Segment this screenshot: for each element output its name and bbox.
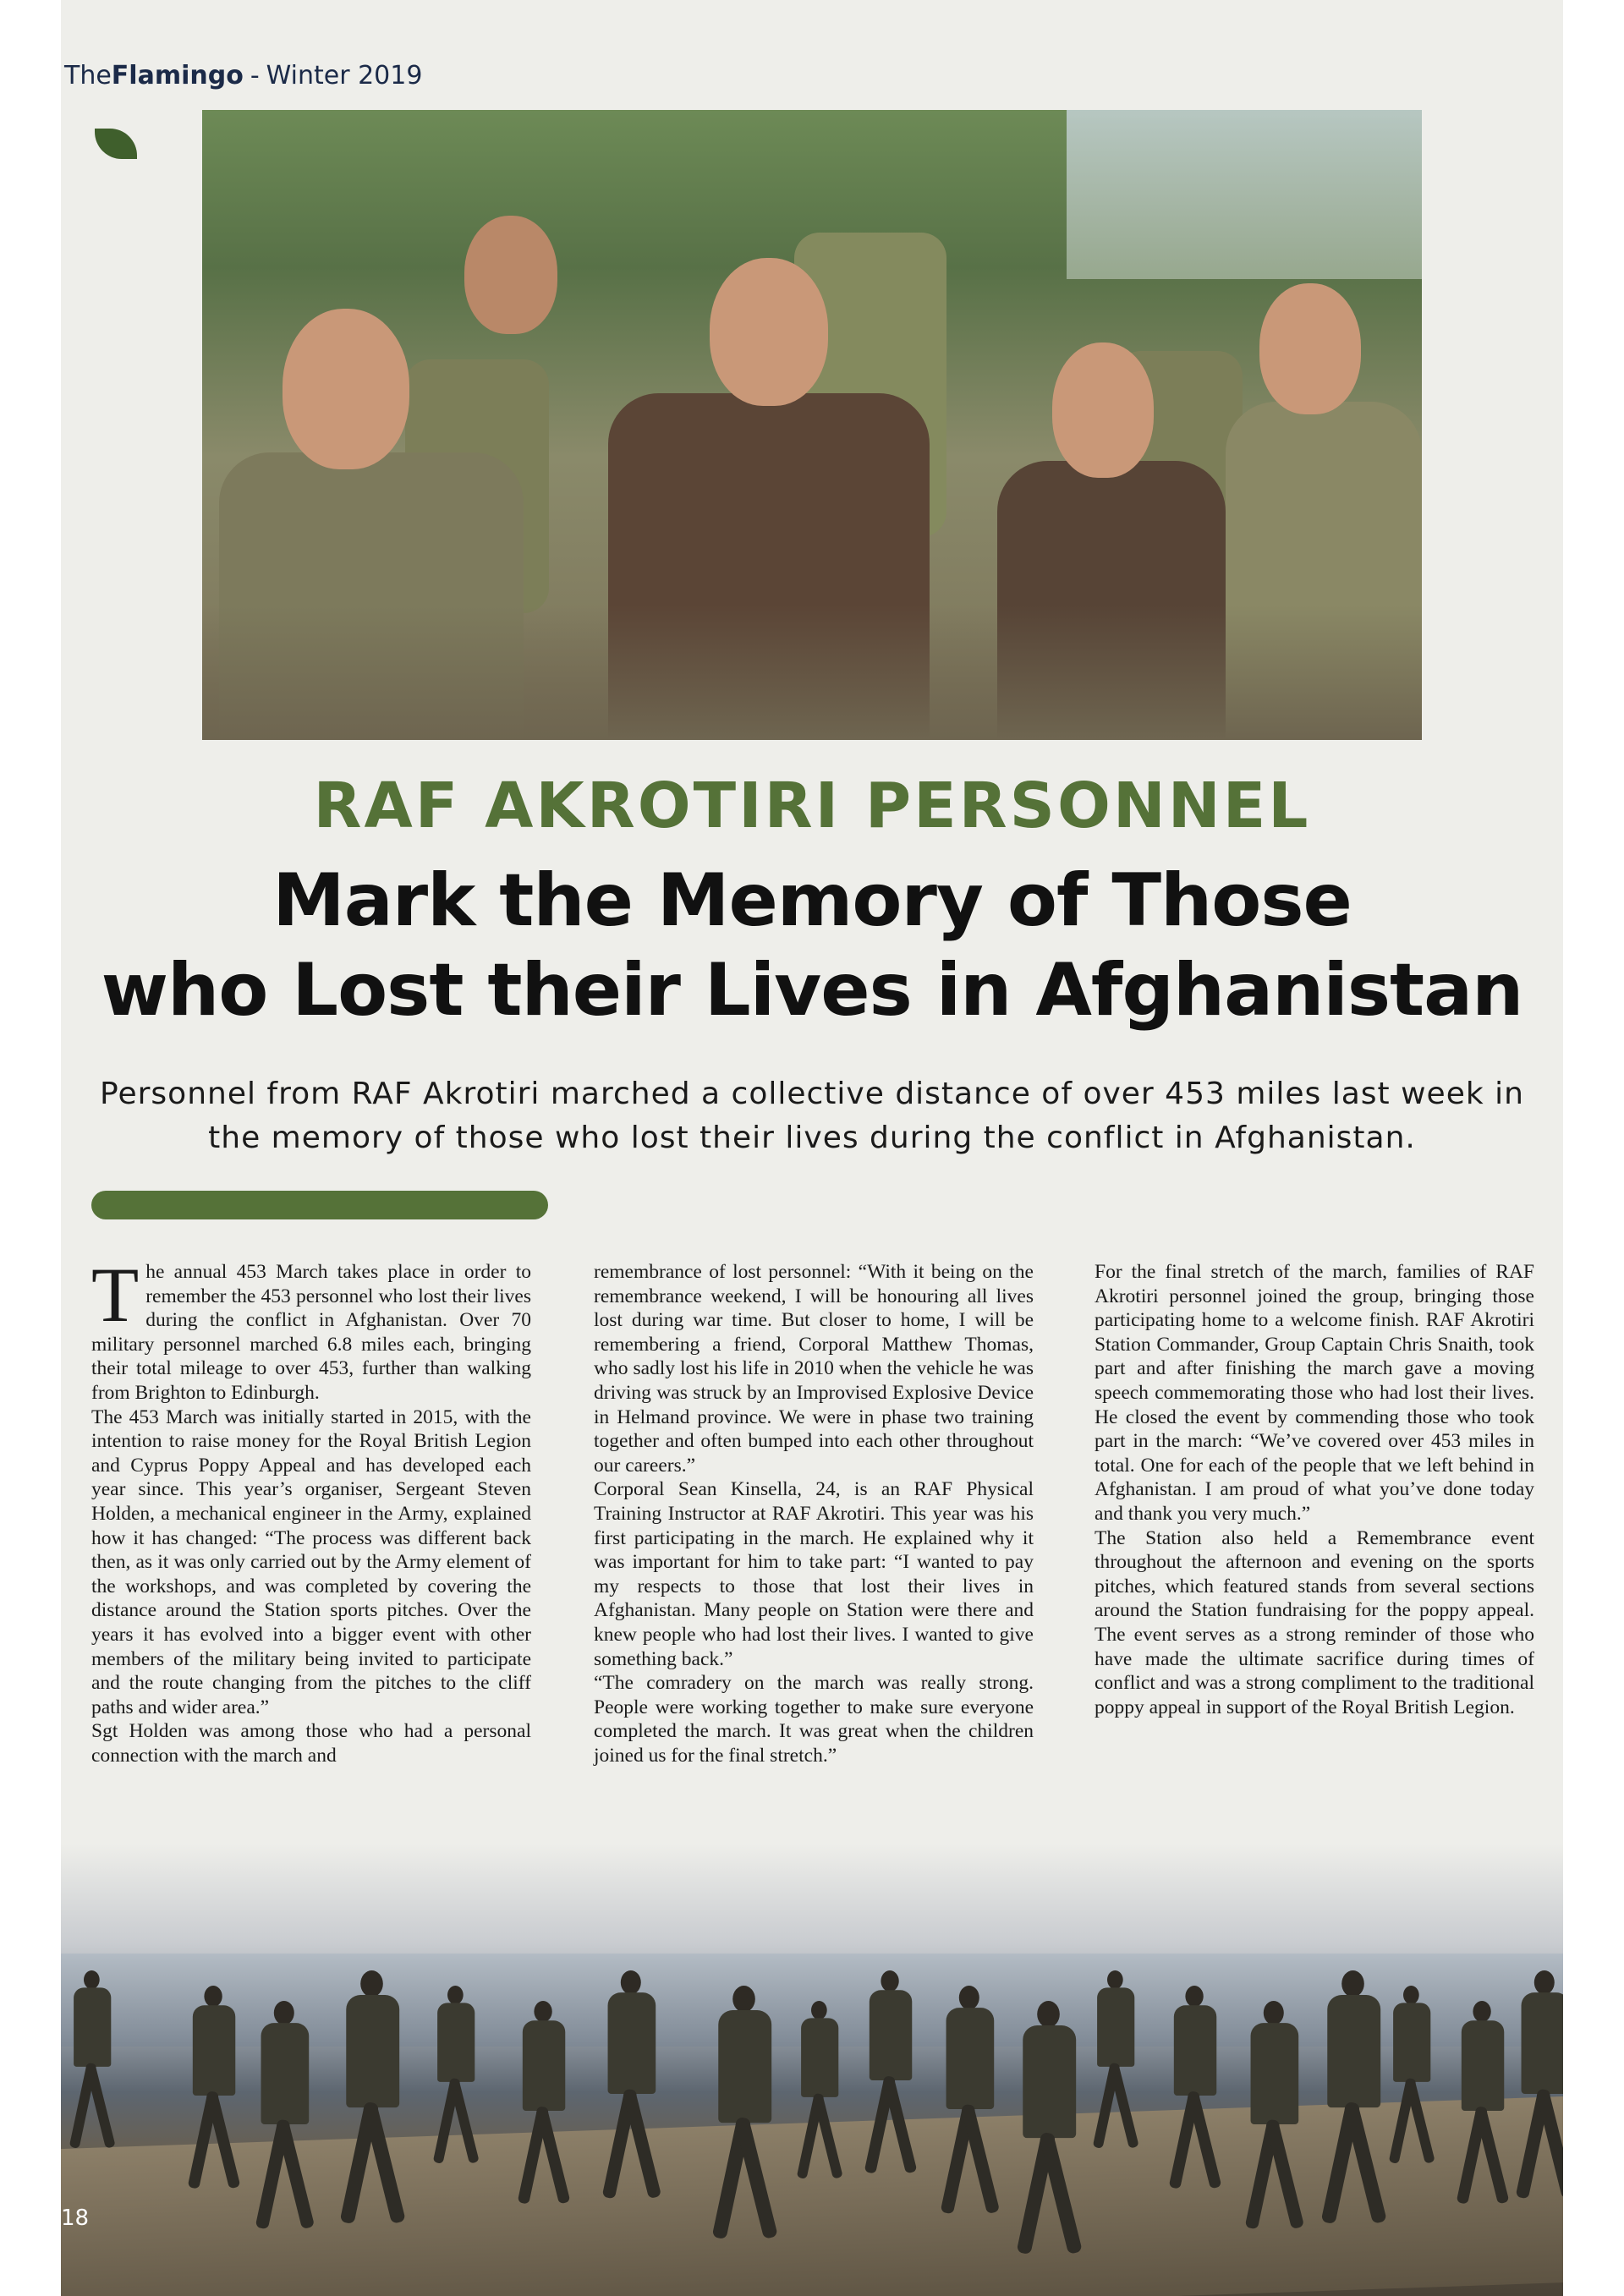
- issue-label: Winter 2019: [266, 61, 423, 90]
- top-photo: [202, 110, 1422, 740]
- body-paragraph: The 453 March was initially started in 2015, with the intention to raise money for the Royal British Legion and Cyprus Poppy Appeal and has developed each year since. This year’s organiser, Sergeant Steven Holden, a mechanical engineer in the Army, explained how it has changed: “The process was different back then, as it was only carried out by the Army element of the workshops, and was completed by covering the distance around the Station sports pitches. Over the years it has evolved into a bigger event with other members of the military being invited to participate and the route changing from the pitches to the cliff paths and wider area.”: [91, 1406, 531, 1718]
- article-standfirst: Personnel from RAF Akrotiri marched a collective distance of over 453 miles last week in the memory of those who lost their lives during the conflict in Afghanistan.: [100, 1077, 1524, 1155]
- body-paragraph: Sgt Holden was among those who had a personal connection with the march and: [91, 1720, 531, 1767]
- body-paragraph: remembrance of lost personnel: “With it being on the remembrance weekend, I will be honouring all lives lost during war time. But closer to home, I will be remembering a friend, Corporal Matthew Thomas, who sadly lost his life in 2010 when the vehicle he was driving was struck by an Improvised Explosive Device in Helmand province. We were in phase two training together and often bumped into each other throughout our careers.”: [594, 1261, 1034, 1477]
- article-column-1: [91, 1252, 531, 1767]
- leaf-icon: [95, 129, 137, 159]
- body-paragraph: The annual 453 March takes place in order to remember the 453 personnel who lost their lives during the conflict in Afghanistan. Over 70 military personnel marched 6.8 miles each, bringing their total mileage to over 453, further than walking from Brighton to Edinburgh.: [91, 1252, 531, 1404]
- article-column-2: [594, 1260, 1034, 1767]
- body-paragraph: “The comradery on the march was really strong. People were working together to make sure everyone completed the march. It was great when the children joined us for the final stretch.”: [594, 1672, 1034, 1767]
- masthead: [64, 61, 422, 90]
- magazine-page: [61, 0, 1563, 2296]
- brand-name: Flamingo: [111, 61, 244, 90]
- title-line-2: who Lost their Lives in Afghanistan: [101, 948, 1523, 1033]
- drop-cap: T: [91, 1252, 140, 1338]
- title-line-1: Mark the Memory of Those: [272, 858, 1352, 943]
- body-paragraph: The Station also held a Remembrance event throughout the afternoon and evening on the sports pitches, which featured stands from several sections around the Station fundraising for the poppy appeal. The event serves as a strong reminder of those who have made the ultimate sacrifice during times of conflict and was a strong compliment to the traditional poppy appeal in support of the Royal British Legion.: [1095, 1526, 1534, 1718]
- article-title: [61, 856, 1563, 1035]
- page-number: 18: [61, 2206, 90, 2231]
- article-column-3: [1095, 1260, 1534, 1719]
- masthead-separator: -: [250, 61, 260, 90]
- body-paragraph: For the final stretch of the march, families of RAF Akrotiri personnel joined the group, bringing those participating home to a welcome finish. RAF Akrotiri Station Commander, Group Captain Chris Snaith, took part and after finishing the march gave a moving speech commemorating those who had lost their lives. He closed the event by commending those who took part in the march: “We’ve covered over 453 miles in total. One for each of the people that we left behind in Afghanistan. I am proud of what you’ve done today and thank you very much.”: [1095, 1261, 1534, 1525]
- bottom-photo: [61, 1844, 1563, 2296]
- section-divider: [91, 1191, 548, 1219]
- brand-prefix: The: [64, 61, 112, 90]
- body-paragraph: Corporal Sean Kinsella, 24, is an RAF Physical Training Instructor at RAF Akrotiri. This year was his first participating in the march. He explained why it was important for him to take part: “I wanted to pay my respects to those that lost their lives in Afghanistan. Many people on Station were there and knew people who had lost their lives. I wanted to give something back.”: [594, 1478, 1034, 1670]
- article-kicker: RAF AKROTIRI PERSONNEL: [313, 770, 1311, 842]
